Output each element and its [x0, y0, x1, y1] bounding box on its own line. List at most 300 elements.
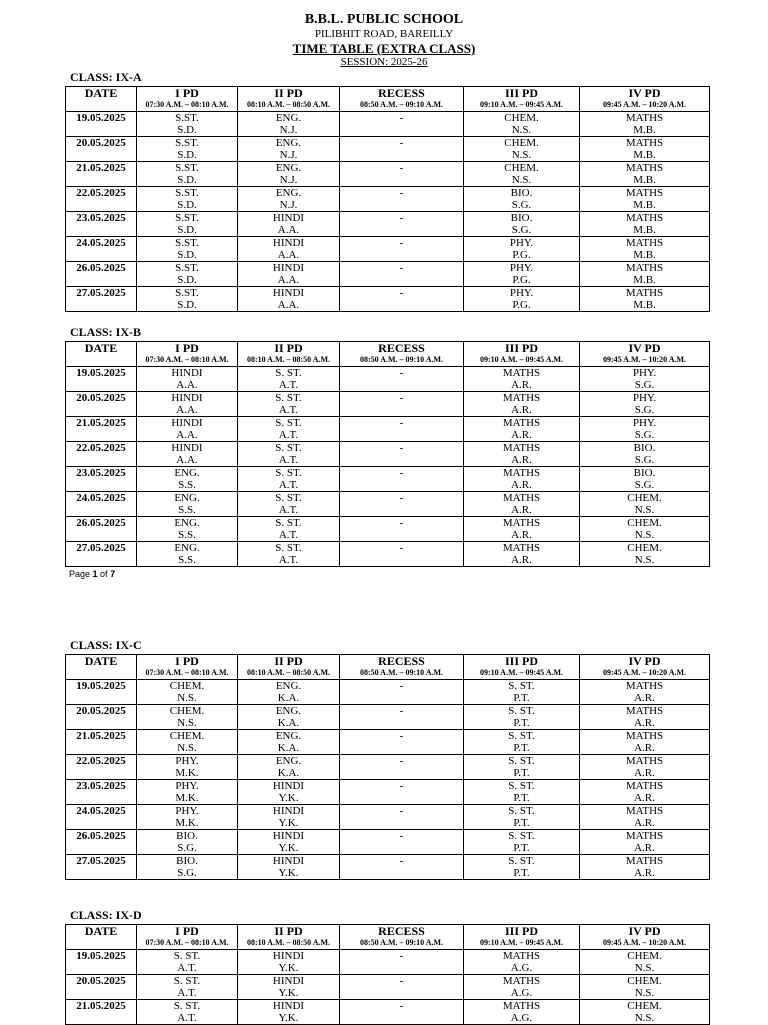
teacher-initials: A.A. — [176, 379, 198, 391]
period-cell — [464, 392, 580, 417]
date-cell: 26.05.2025 — [66, 517, 137, 542]
teacher-initials: S.D. — [177, 149, 197, 161]
teacher-initials: A.R. — [511, 529, 532, 541]
period-cell — [464, 237, 580, 262]
timetable-title — [0, 41, 768, 57]
teacher-initials: M.B. — [633, 274, 656, 286]
column-time: 07:30 A.M. – 08:10 A.M. — [145, 938, 229, 947]
period-cell — [464, 680, 580, 705]
subject-name: S.ST. — [175, 212, 199, 224]
teacher-initials: N.S. — [511, 174, 532, 186]
column-header — [238, 925, 340, 950]
period-cell — [238, 417, 340, 442]
subject-name: HINDI — [272, 830, 305, 842]
period-cell — [238, 287, 340, 312]
table-row — [66, 830, 710, 855]
teacher-initials: N.S. — [511, 124, 532, 136]
column-header — [464, 342, 580, 367]
subject-name: S. ST. — [275, 442, 302, 454]
date-cell: 20.05.2025 — [66, 392, 137, 417]
column-label: II PD — [274, 86, 303, 100]
subject-name: MATHS — [625, 705, 664, 717]
column-label: II PD — [274, 924, 303, 938]
date-cell: 27.05.2025 — [66, 855, 137, 880]
period-cell — [137, 680, 238, 705]
period-cell — [238, 262, 340, 287]
subject-name: CHEM. — [627, 492, 662, 504]
teacher-initials: M.B. — [633, 199, 656, 211]
table-row — [66, 492, 710, 517]
subject-name: MATHS — [502, 467, 541, 479]
teacher-initials: S.D. — [177, 299, 197, 311]
subject-name: PHY. — [509, 237, 534, 249]
subject-name: PHY. — [175, 780, 199, 792]
date-cell: 23.05.2025 — [66, 780, 137, 805]
column-time: 09:10 A.M. – 09:45 A.M. — [479, 668, 564, 677]
subject-name: MATHS — [625, 137, 664, 149]
table-row — [66, 542, 710, 567]
subject-name: S. ST. — [508, 855, 535, 867]
teacher-initials: P.T. — [513, 717, 530, 729]
teacher-initials: A.R. — [634, 717, 655, 729]
teacher-initials: Y.K. — [278, 987, 299, 999]
teacher-initials: M.B. — [633, 174, 656, 186]
period-cell — [464, 212, 580, 237]
period-cell — [580, 492, 710, 517]
teacher-initials: M.K. — [175, 792, 199, 804]
column-label: RECESS — [378, 654, 425, 668]
period-cell — [238, 517, 340, 542]
period-cell — [137, 187, 238, 212]
teacher-initials: A.R. — [634, 817, 655, 829]
period-cell — [580, 680, 710, 705]
period-cell — [464, 705, 580, 730]
subject-name: ENG. — [275, 112, 302, 124]
subject-name: BIO. — [633, 442, 656, 454]
period-cell — [580, 780, 710, 805]
recess-cell: - — [340, 417, 464, 442]
subject-name: MATHS — [625, 830, 664, 842]
teacher-initials: N.S. — [511, 149, 532, 161]
column-label: RECESS — [378, 86, 425, 100]
subject-name: ENG. — [174, 542, 200, 554]
date-cell: 21.05.2025 — [66, 417, 137, 442]
period-cell — [580, 1000, 710, 1025]
column-time: 09:45 A.M. – 10:20 A.M. — [602, 938, 687, 947]
timetable-table — [65, 924, 710, 1025]
column-label: RECESS — [378, 341, 425, 355]
subject-name: MATHS — [502, 542, 541, 554]
teacher-initials: M.K. — [175, 817, 199, 829]
teacher-initials: A.T. — [278, 479, 299, 491]
period-cell — [580, 467, 710, 492]
subject-name: S. ST. — [173, 950, 201, 962]
column-time: 08:10 A.M. – 08:50 A.M. — [246, 938, 331, 947]
date-cell: 24.05.2025 — [66, 237, 137, 262]
period-cell — [137, 262, 238, 287]
teacher-initials: P.T. — [513, 842, 530, 854]
period-cell — [464, 830, 580, 855]
column-time: 08:50 A.M. – 09:10 A.M. — [359, 938, 444, 947]
subject-name: MATHS — [502, 367, 541, 379]
column-header — [137, 655, 238, 680]
date-cell: 26.05.2025 — [66, 262, 137, 287]
table-row — [66, 730, 710, 755]
teacher-initials: A.T. — [278, 404, 299, 416]
recess-cell: - — [340, 855, 464, 880]
teacher-initials: S.G. — [634, 404, 655, 416]
period-cell — [137, 162, 238, 187]
period-cell — [137, 542, 238, 567]
teacher-initials: Y.K. — [278, 817, 299, 829]
subject-name: MATHS — [625, 680, 664, 692]
class-label: CLASS: IX-A — [70, 70, 142, 84]
teacher-initials: S.G. — [511, 224, 532, 236]
column-header — [580, 925, 710, 950]
column-label: DATE — [84, 86, 118, 100]
recess-cell: - — [340, 542, 464, 567]
subject-name: CHEM. — [169, 680, 205, 692]
teacher-initials: A.R. — [634, 867, 655, 879]
column-time: 09:45 A.M. – 10:20 A.M. — [602, 355, 687, 364]
subject-name: S. ST. — [275, 492, 302, 504]
column-label: III PD — [504, 86, 538, 100]
page-of: of — [97, 569, 111, 579]
period-cell — [137, 467, 238, 492]
subject-name: MATHS — [625, 162, 664, 174]
subject-name: CHEM. — [627, 950, 662, 962]
page-current: 1 — [92, 569, 98, 579]
subject-name: CHEM. — [627, 975, 662, 987]
period-cell — [238, 542, 340, 567]
column-time: 09:10 A.M. – 09:45 A.M. — [479, 100, 564, 109]
period-cell — [464, 367, 580, 392]
subject-name: HINDI — [272, 855, 305, 867]
subject-name: CHEM. — [627, 1000, 662, 1012]
period-cell — [580, 367, 710, 392]
teacher-initials: P.T. — [513, 767, 530, 779]
subject-name: ENG. — [174, 517, 200, 529]
teacher-initials: N.S. — [634, 962, 655, 974]
column-time: 08:10 A.M. – 08:50 A.M. — [246, 355, 331, 364]
column-time: 09:10 A.M. – 09:45 A.M. — [479, 938, 564, 947]
page-total: 7 — [110, 569, 116, 579]
period-cell — [464, 262, 580, 287]
date-cell: 20.05.2025 — [66, 975, 137, 1000]
period-cell — [238, 392, 340, 417]
teacher-initials: A.R. — [511, 379, 532, 391]
subject-name: MATHS — [625, 780, 664, 792]
table-row — [66, 237, 710, 262]
subject-name: MATHS — [625, 262, 664, 274]
teacher-initials: N.S. — [634, 554, 655, 566]
column-header — [137, 342, 238, 367]
column-label: I PD — [175, 654, 199, 668]
period-cell — [580, 212, 710, 237]
teacher-initials: S.D. — [177, 274, 197, 286]
period-cell — [580, 287, 710, 312]
subject-name: CHEM. — [627, 542, 662, 554]
period-cell — [238, 1000, 340, 1025]
subject-name: ENG. — [275, 137, 302, 149]
table-row — [66, 187, 710, 212]
column-header — [66, 655, 137, 680]
subject-name: S. ST. — [508, 730, 535, 742]
subject-name: MATHS — [502, 442, 541, 454]
date-cell: 19.05.2025 — [66, 112, 137, 137]
subject-name: MATHS — [502, 950, 541, 962]
subject-name: HINDI — [272, 287, 305, 299]
period-cell — [137, 287, 238, 312]
subject-name: PHY. — [509, 262, 534, 274]
column-header — [238, 655, 340, 680]
teacher-initials: A.R. — [634, 742, 655, 754]
teacher-initials: S.G. — [511, 199, 532, 211]
period-cell — [137, 112, 238, 137]
period-cell — [238, 112, 340, 137]
period-cell — [580, 417, 710, 442]
teacher-initials: N.S. — [177, 692, 197, 704]
table-row — [66, 755, 710, 780]
column-label: IV PD — [628, 86, 661, 100]
period-cell — [464, 112, 580, 137]
teacher-initials: M.K. — [175, 767, 199, 779]
date-cell: 23.05.2025 — [66, 212, 137, 237]
column-time: 07:30 A.M. – 08:10 A.M. — [145, 355, 229, 364]
header-row — [66, 87, 710, 112]
period-cell — [137, 730, 238, 755]
teacher-initials: A.T. — [278, 504, 299, 516]
column-header — [580, 342, 710, 367]
teacher-initials: A.A. — [277, 224, 300, 236]
column-header — [66, 925, 137, 950]
subject-name: BIO. — [633, 467, 656, 479]
period-cell — [238, 187, 340, 212]
column-label: III PD — [504, 341, 538, 355]
teacher-initials: A.A. — [176, 404, 198, 416]
recess-cell: - — [340, 112, 464, 137]
period-cell — [464, 417, 580, 442]
period-cell — [137, 805, 238, 830]
teacher-initials: A.T. — [177, 1012, 197, 1024]
teacher-initials: A.T. — [278, 529, 299, 541]
table-row — [66, 212, 710, 237]
recess-cell: - — [340, 517, 464, 542]
subject-name: HINDI — [272, 975, 305, 987]
teacher-initials: Y.K. — [278, 962, 299, 974]
teacher-initials: N.S. — [634, 1012, 655, 1024]
period-cell — [137, 392, 238, 417]
subject-name: PHY. — [632, 367, 657, 379]
subject-name: CHEM. — [504, 162, 539, 174]
subject-name: BIO. — [176, 830, 198, 842]
table-row — [66, 112, 710, 137]
period-cell — [137, 137, 238, 162]
table-row — [66, 287, 710, 312]
teacher-initials: P.T. — [513, 817, 530, 829]
column-label: II PD — [274, 341, 303, 355]
date-cell: 20.05.2025 — [66, 137, 137, 162]
table-row — [66, 442, 710, 467]
table-row — [66, 705, 710, 730]
teacher-initials: S.D. — [177, 124, 197, 136]
period-cell — [580, 137, 710, 162]
subject-name: MATHS — [625, 805, 664, 817]
recess-cell: - — [340, 137, 464, 162]
subject-name: MATHS — [625, 187, 664, 199]
date-cell: 22.05.2025 — [66, 755, 137, 780]
column-header — [66, 87, 137, 112]
teacher-initials: M.B. — [633, 249, 656, 261]
table-row — [66, 780, 710, 805]
column-header — [340, 342, 464, 367]
date-cell: 21.05.2025 — [66, 162, 137, 187]
teacher-initials: S.G. — [634, 479, 655, 491]
teacher-initials: A.A. — [277, 249, 300, 261]
subject-name: BIO. — [510, 187, 533, 199]
subject-name: S.ST. — [175, 262, 199, 274]
period-cell — [137, 855, 238, 880]
period-cell — [580, 162, 710, 187]
period-cell — [464, 137, 580, 162]
subject-name: HINDI — [272, 237, 305, 249]
teacher-initials: S.S. — [178, 554, 196, 566]
teacher-initials: N.S. — [177, 717, 197, 729]
subject-name: S. ST. — [275, 417, 302, 429]
teacher-initials: A.T. — [278, 554, 299, 566]
session-label — [0, 56, 768, 68]
column-label: I PD — [175, 924, 199, 938]
column-time: 08:10 A.M. – 08:50 A.M. — [246, 668, 331, 677]
subject-name: HINDI — [272, 212, 305, 224]
table-row — [66, 855, 710, 880]
subject-name: HINDI — [171, 367, 203, 379]
teacher-initials: A.G. — [510, 987, 533, 999]
teacher-initials: A.T. — [177, 962, 197, 974]
period-cell — [464, 442, 580, 467]
teacher-initials: A.R. — [511, 554, 532, 566]
subject-name: ENG. — [275, 680, 302, 692]
period-cell — [580, 755, 710, 780]
subject-name: HINDI — [171, 442, 203, 454]
column-header — [137, 925, 238, 950]
period-cell — [137, 212, 238, 237]
subject-name: S. ST. — [275, 542, 302, 554]
subject-name: ENG. — [174, 492, 200, 504]
period-cell — [580, 237, 710, 262]
date-cell: 22.05.2025 — [66, 442, 137, 467]
subject-name: S. ST. — [508, 805, 535, 817]
subject-name: MATHS — [625, 730, 664, 742]
subject-name: S. ST. — [173, 1000, 201, 1012]
period-cell — [238, 492, 340, 517]
date-cell: 19.05.2025 — [66, 950, 137, 975]
recess-cell: - — [340, 755, 464, 780]
table-row — [66, 367, 710, 392]
recess-cell: - — [340, 492, 464, 517]
teacher-initials: A.T. — [278, 429, 299, 441]
column-header — [66, 342, 137, 367]
subject-name: PHY. — [175, 755, 199, 767]
table-row — [66, 975, 710, 1000]
teacher-initials: P.T. — [513, 792, 530, 804]
column-header — [340, 655, 464, 680]
header-row — [66, 342, 710, 367]
period-cell — [137, 780, 238, 805]
class-label: CLASS: IX-B — [70, 325, 142, 339]
period-cell — [238, 855, 340, 880]
column-header — [137, 87, 238, 112]
period-cell — [464, 805, 580, 830]
subject-name: HINDI — [272, 262, 305, 274]
teacher-initials: A.T. — [177, 987, 197, 999]
subject-name: ENG. — [275, 187, 302, 199]
teacher-initials: M.B. — [633, 299, 656, 311]
page-prefix: Page — [69, 569, 93, 579]
header-row — [66, 925, 710, 950]
subject-name: S.ST. — [175, 162, 199, 174]
period-cell — [464, 975, 580, 1000]
teacher-initials: S.G. — [177, 842, 197, 854]
period-cell — [137, 417, 238, 442]
table-row — [66, 805, 710, 830]
teacher-initials: A.R. — [511, 429, 532, 441]
column-time: 08:50 A.M. – 09:10 A.M. — [359, 668, 444, 677]
teacher-initials: A.A. — [176, 429, 198, 441]
recess-cell: - — [340, 237, 464, 262]
subject-name: HINDI — [272, 1000, 305, 1012]
date-cell: 20.05.2025 — [66, 705, 137, 730]
subject-name: HINDI — [272, 805, 305, 817]
teacher-initials: S.D. — [177, 199, 197, 211]
teacher-initials: N.S. — [634, 987, 655, 999]
subject-name: S.ST. — [175, 287, 199, 299]
column-header — [464, 655, 580, 680]
teacher-initials: A.A. — [277, 299, 300, 311]
period-cell — [137, 950, 238, 975]
period-cell — [464, 492, 580, 517]
header-row — [66, 655, 710, 680]
timetable-table — [65, 654, 710, 880]
period-cell — [580, 950, 710, 975]
teacher-initials: A.R. — [511, 404, 532, 416]
column-label: I PD — [175, 86, 199, 100]
period-cell — [464, 730, 580, 755]
column-time: 07:30 A.M. – 08:10 A.M. — [145, 668, 229, 677]
teacher-initials: S.D. — [177, 224, 197, 236]
period-cell — [464, 517, 580, 542]
teacher-initials: S.D. — [177, 174, 197, 186]
subject-name: BIO. — [510, 212, 533, 224]
period-cell — [137, 755, 238, 780]
teacher-initials: M.B. — [633, 224, 656, 236]
teacher-initials: N.J. — [279, 174, 298, 186]
subject-name: CHEM. — [504, 137, 539, 149]
teacher-initials: N.S. — [634, 504, 655, 516]
teacher-initials: P.T. — [513, 742, 530, 754]
table-row — [66, 1000, 710, 1025]
page-number — [69, 569, 115, 579]
column-label: III PD — [504, 654, 538, 668]
date-cell: 19.05.2025 — [66, 367, 137, 392]
subject-name: S. ST. — [508, 705, 535, 717]
table-row — [66, 680, 710, 705]
subject-name: CHEM. — [169, 705, 205, 717]
period-cell — [580, 112, 710, 137]
subject-name: MATHS — [502, 392, 541, 404]
teacher-initials: A.A. — [277, 274, 300, 286]
date-cell: 24.05.2025 — [66, 805, 137, 830]
